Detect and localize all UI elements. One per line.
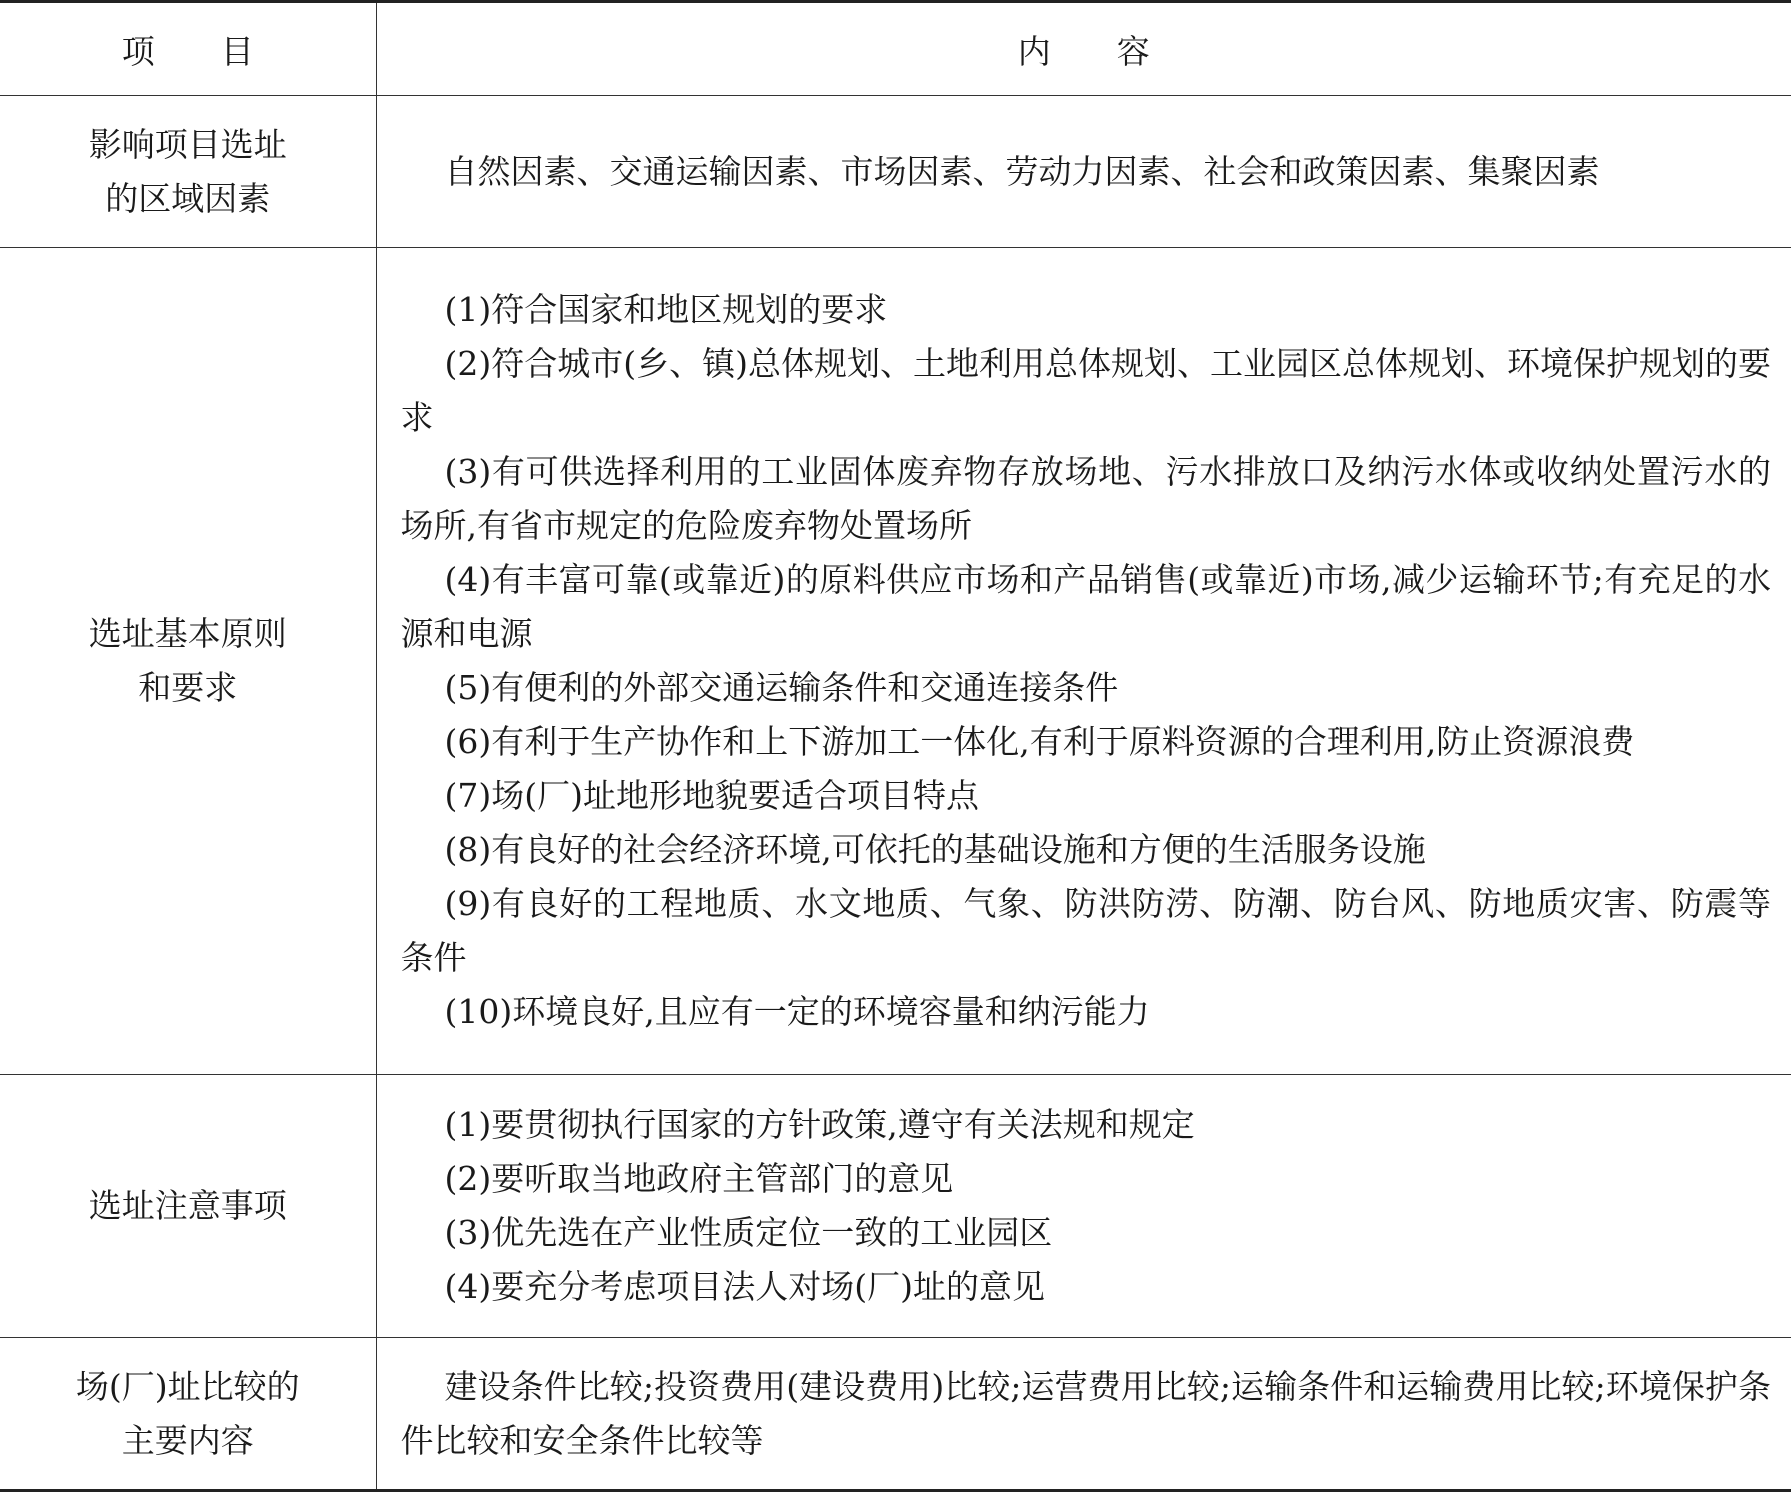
content-line: (2)要听取当地政府主管部门的意见 xyxy=(444,1159,954,1198)
content-line: (10)环境良好,且应有一定的环境容量和纳污能力 xyxy=(444,992,1150,1031)
row-content-cell xyxy=(376,248,1791,1075)
content-line: (1)要贯彻执行国家的方针政策,遵守有关法规和规定 xyxy=(444,1105,1195,1144)
table-row xyxy=(0,1075,1791,1338)
header-item: 项 目 xyxy=(0,2,376,96)
row-content-cell xyxy=(376,96,1791,248)
content-line: (7)场(厂)址地形地貌要适合项目特点 xyxy=(444,776,979,815)
content-line: (5)有便利的外部交通运输条件和交通连接条件 xyxy=(444,668,1119,707)
table-header-row xyxy=(0,2,1791,96)
row-content-cell xyxy=(376,1075,1791,1338)
table-row xyxy=(0,248,1791,1075)
row-label-cell xyxy=(0,1338,376,1491)
content-line: (4)有丰富可靠(或靠近)的原料供应市场和产品销售(或靠近)市场,减少运输环节;有充足的水源和电源 xyxy=(400,560,1771,653)
content-line: (2)符合城市(乡、镇)总体规划、土地利用总体规划、工业园区总体规划、环境保护规划的要求 xyxy=(400,344,1771,437)
row-label-cell xyxy=(0,96,376,248)
header-content: 内 容 xyxy=(376,2,1791,96)
table-row xyxy=(0,1338,1791,1491)
content-line: (3)优先选在产业性质定位一致的工业园区 xyxy=(444,1213,1053,1252)
content-line: (6)有利于生产协作和上下游加工一体化,有利于原料资源的合理利用,防止资源浪费 xyxy=(444,722,1635,761)
content-line: (3)有可供选择利用的工业固体废弃物存放场地、污水排放口及纳污水体或收纳处置污水的场所,有省市规定的危险废弃物处置场所 xyxy=(400,452,1771,545)
content-line: (8)有良好的社会经济环境,可依托的基础设施和方便的生活服务设施 xyxy=(444,830,1426,869)
row-label: 选址基本原则 和要求 xyxy=(88,614,287,707)
row-label: 影响项目选址 的区域因素 xyxy=(88,124,287,218)
content-line: 建设条件比较;投资费用(建设费用)比较;运营费用比较;运输条件和运输费用比较;环境保护条件比较和安全条件比较等 xyxy=(400,1366,1771,1460)
content-line: (4)要充分考虑项目法人对场(厂)址的意见 xyxy=(444,1267,1045,1306)
table-row xyxy=(0,96,1791,248)
row-label-cell xyxy=(0,1075,376,1338)
row-content-cell xyxy=(376,1338,1791,1491)
content-line: (9)有良好的工程地质、水文地质、气象、防洪防涝、防潮、防台风、防地质灾害、防震等条件 xyxy=(400,884,1771,977)
row-label-cell xyxy=(0,248,376,1075)
row-label: 场(厂)址比较的 主要内容 xyxy=(75,1366,300,1460)
row-label: 选址注意事项 xyxy=(88,1186,287,1225)
content-line: 自然因素、交通运输因素、市场因素、劳动力因素、社会和政策因素、集聚因素 xyxy=(444,151,1600,191)
content-line: (1)符合国家和地区规划的要求 xyxy=(444,290,888,329)
